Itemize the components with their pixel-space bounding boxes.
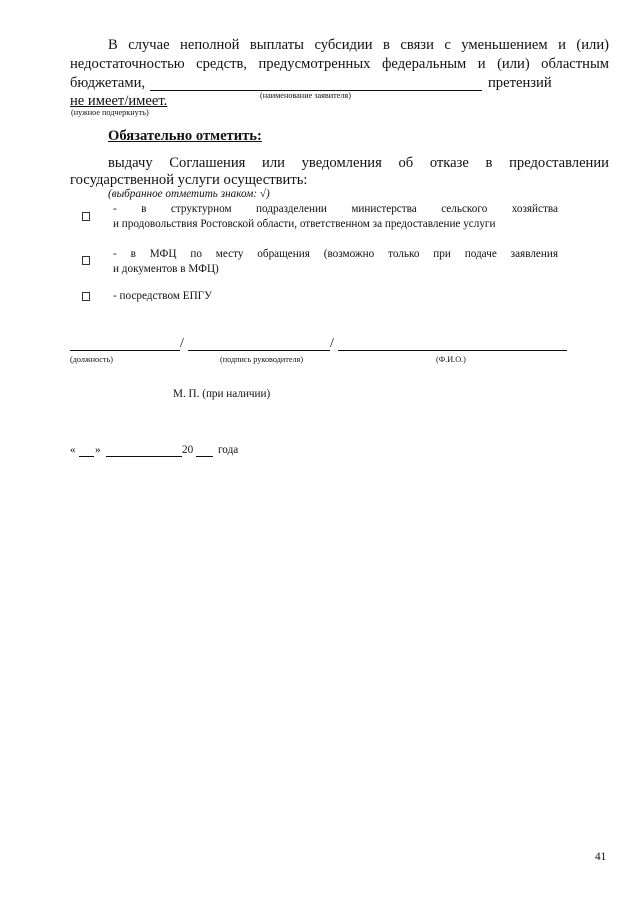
option-2-line1: - в МФЦ по месту обращения (возможно только при подаче заявления — [113, 248, 558, 260]
page-number: 41 — [595, 851, 607, 863]
signature-slash-2: / — [330, 336, 334, 351]
para1-line3-end: претензий — [488, 75, 552, 91]
name-label: (Ф.И.О.) — [436, 355, 466, 364]
note-hint: (выбранное отметить знаком: √) — [108, 188, 270, 200]
date-day-blank — [79, 456, 94, 457]
signature-blank — [188, 350, 330, 351]
applicant-hint: (наименование заявителя) — [260, 91, 351, 100]
para1-line2: недостаточностью средств, предусмотренных федеральным и (или) областным — [70, 56, 609, 72]
date-close-quote: » — [95, 444, 101, 456]
option-3-line1: - посредством ЕПГУ — [113, 290, 213, 302]
date-year-blank — [196, 456, 213, 457]
underline-hint: (нужное подчеркнуть) — [71, 108, 149, 117]
date-open-quote: « — [70, 444, 76, 456]
option-2-checkbox[interactable] — [82, 256, 90, 265]
signature-slash-1: / — [180, 336, 184, 351]
note-line1: выдачу Соглашения или уведомления об отказе в предоставлении — [108, 155, 609, 171]
option-1-line2: и продовольствия Ростовской области, ответственном за предоставление услуги — [113, 218, 496, 230]
note-line2: государственной услуги осуществить: — [70, 172, 308, 188]
position-label: (должность) — [70, 355, 113, 364]
option-3-checkbox[interactable] — [82, 292, 90, 301]
option-1-checkbox[interactable] — [82, 212, 90, 221]
option-2-line2: и документов в МФЦ) — [113, 263, 219, 275]
position-blank — [70, 350, 180, 351]
date-month-blank — [106, 456, 182, 457]
date-century: 20 — [182, 444, 194, 456]
sign-label: (подпись руководителя) — [220, 355, 304, 364]
date-suffix: года — [218, 444, 239, 456]
claims-choice: не имеет/имеет. — [70, 93, 168, 109]
full-name-blank — [338, 350, 567, 351]
stamp-label: М. П. (при наличии) — [173, 388, 271, 400]
para1-line1: В случае неполной выплаты субсидии в связи с уменьшением и (или) — [108, 37, 609, 53]
option-1-line1: - в структурном подразделении министерства сельского хозяйства — [113, 203, 558, 215]
para1-line3-start: бюджетами, — [70, 75, 146, 91]
note-title: Обязательно отметить: — [108, 128, 262, 144]
